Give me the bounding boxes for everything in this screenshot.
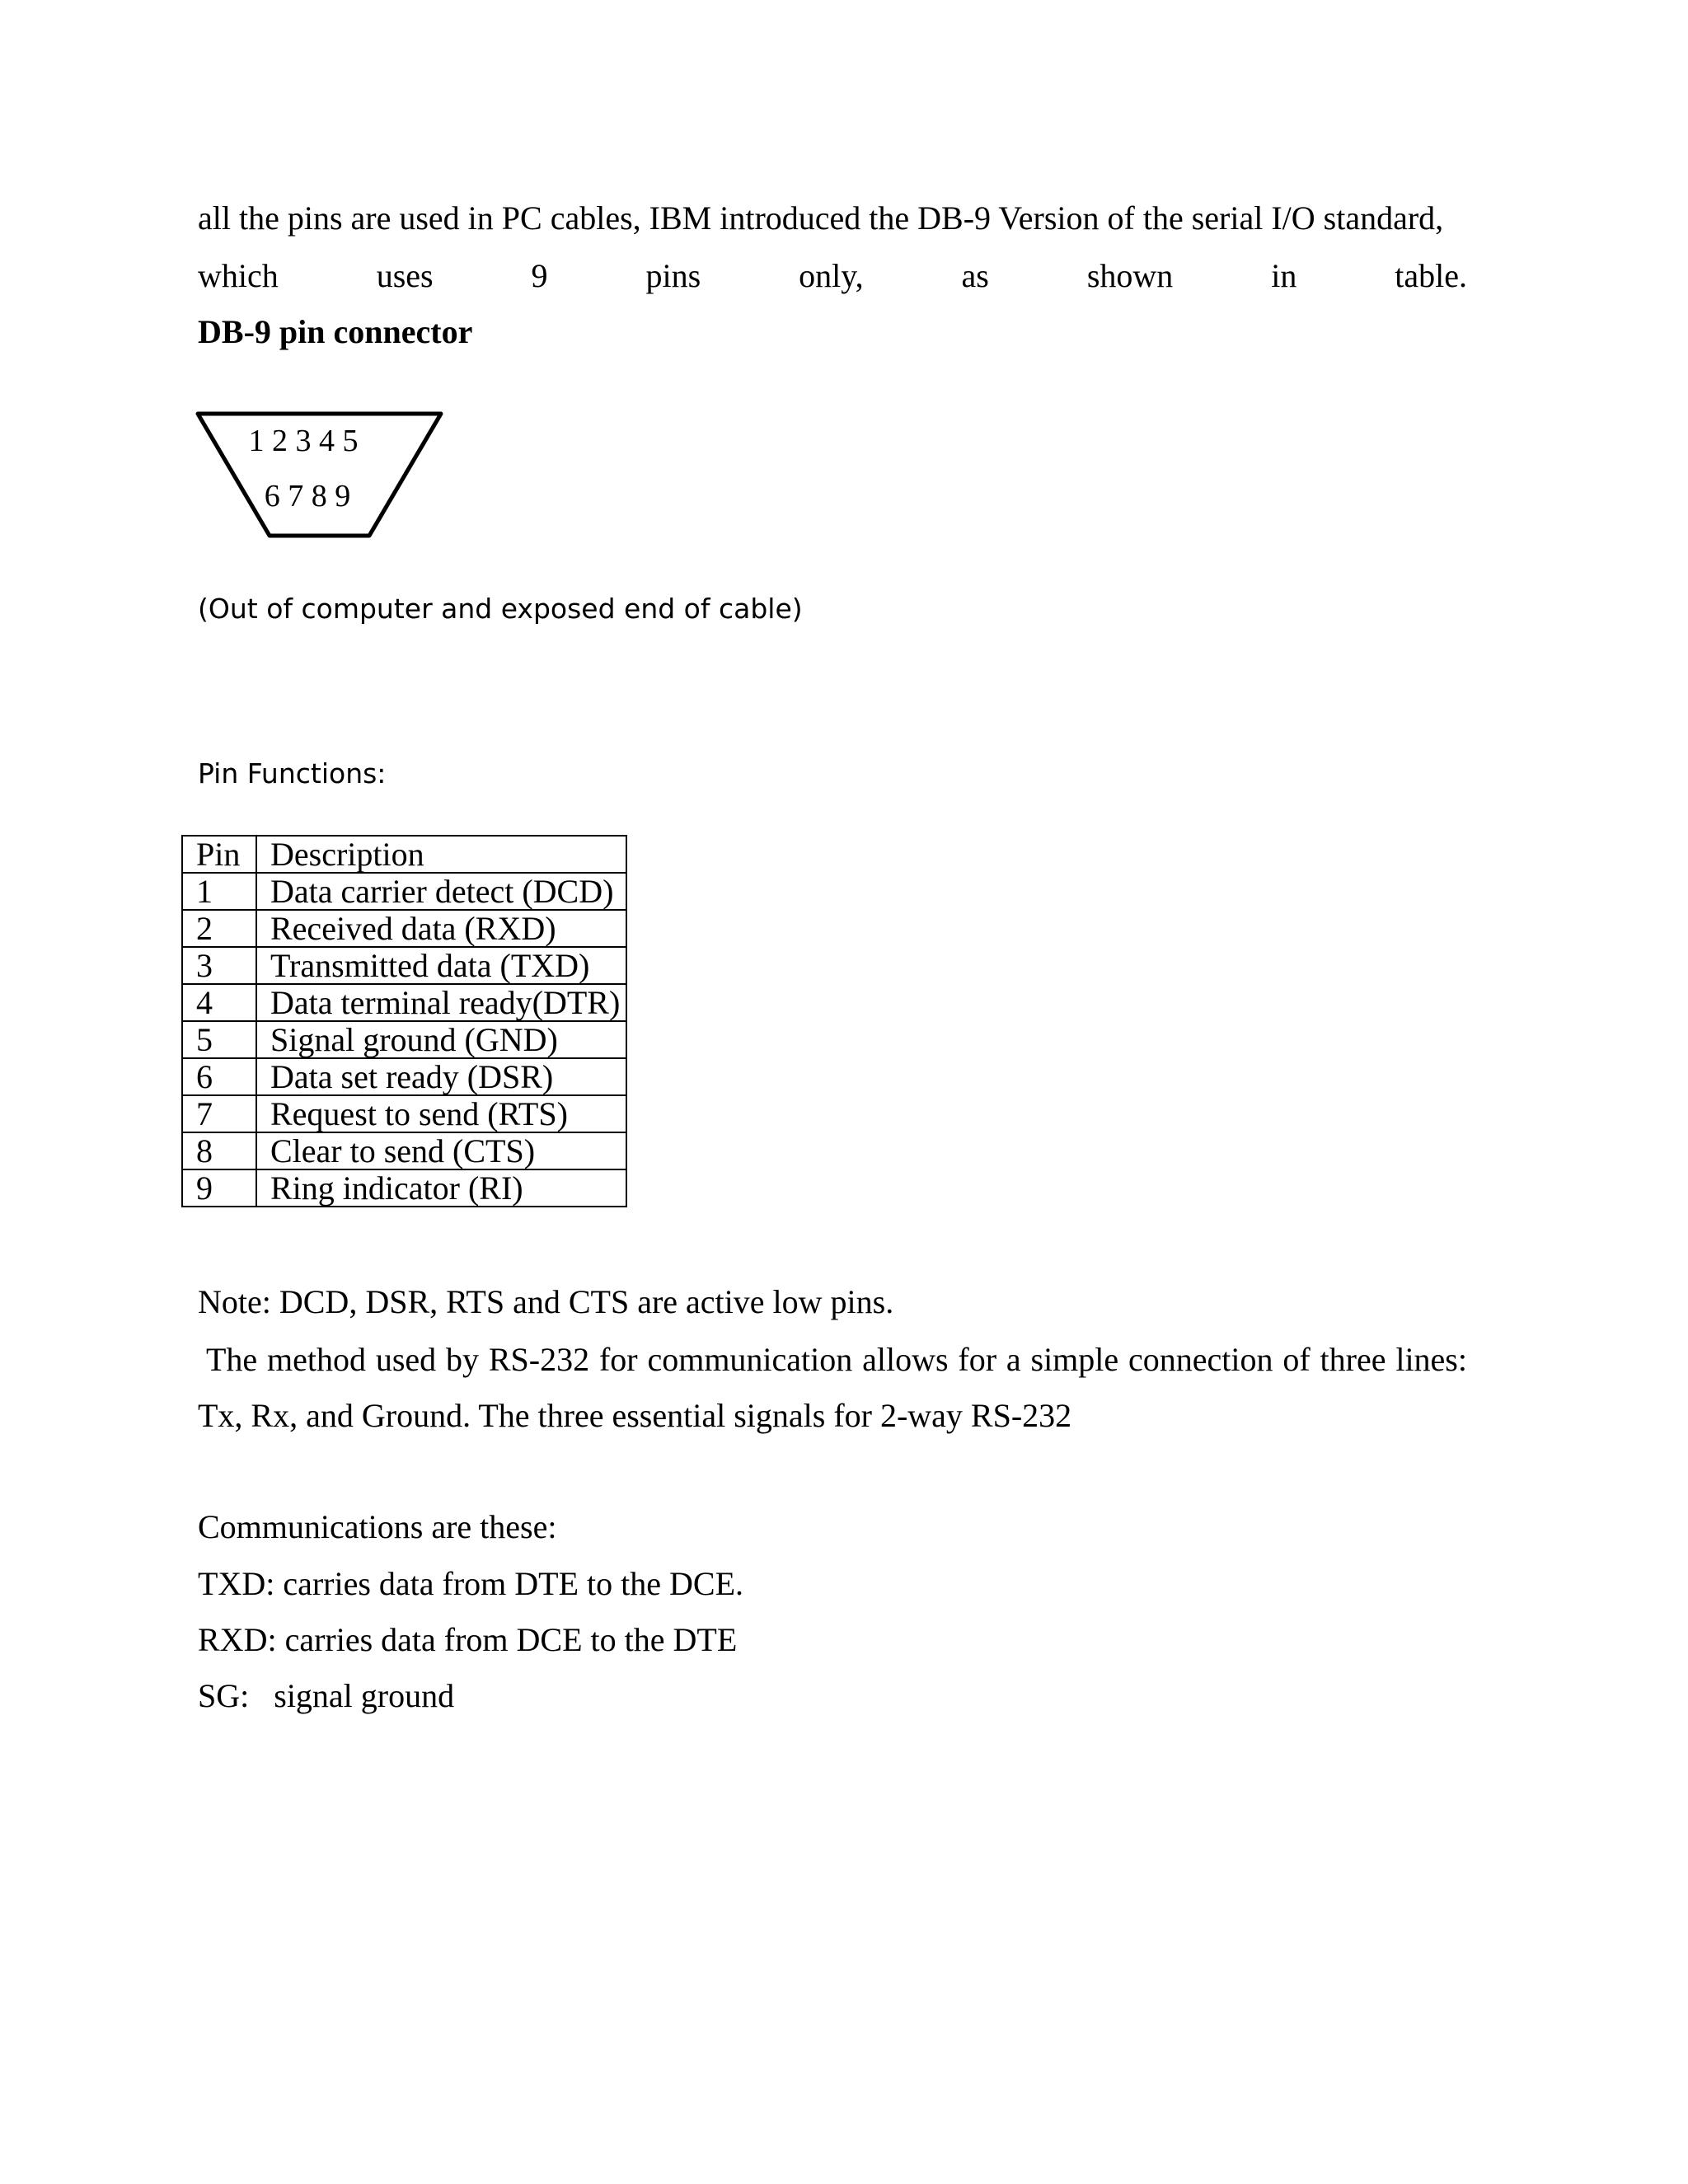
paragraph-justified-line [206,1343,1467,1376]
paragraph-line: Tx, Rx, and Ground. The three essential signals for 2-way RS-232 [198,1397,1072,1434]
word: connection [1128,1341,1273,1378]
signal-item-rxd: RXD: carries data from DCE to the DTE [198,1621,738,1658]
word: method [267,1341,367,1378]
pin-cell: 5 [182,1021,256,1058]
word: pins [645,257,701,294]
section-heading: DB-9 pin connector [198,313,473,350]
word: allows [862,1341,949,1378]
pin-cell: 4 [182,984,256,1021]
word: simple [1030,1341,1119,1378]
pin-cell: 1 [182,873,256,910]
word: of [1282,1341,1311,1378]
connector-row-top: 1 2 3 4 5 [248,424,359,458]
pin-functions-table [181,835,627,1207]
column-header-description: Description [256,836,626,873]
pin-cell: 6 [182,1058,256,1095]
table-row [182,1021,626,1058]
word: in [1271,257,1297,294]
word: communication [647,1341,853,1378]
table-row [182,1058,626,1095]
table-row [182,910,626,947]
diagram-caption: (Out of computer and exposed end of cable) [198,593,803,625]
signal-item-sg: SG: signal ground [198,1677,455,1714]
description-cell: Data carrier detect (DCD) [256,873,626,910]
word: The [206,1341,258,1378]
word: table. [1395,257,1467,294]
pin-cell: 2 [182,910,256,947]
word: lines: [1395,1341,1467,1378]
description-cell: Ring indicator (RI) [256,1169,626,1207]
table-row [182,1132,626,1169]
description-cell: Request to send (RTS) [256,1095,626,1132]
word: as [961,257,989,294]
table-row [182,1095,626,1132]
word: a [1006,1341,1021,1378]
word: uses [376,257,434,294]
word: which [198,257,279,294]
word: three [1320,1341,1386,1378]
word: 9 [531,257,548,294]
table-row [182,947,626,984]
db9-connector-diagram [190,405,453,546]
description-cell: Signal ground (GND) [256,1021,626,1058]
note-text: Note: DCD, DSR, RTS and CTS are active low pins. [198,1283,894,1320]
paragraph-justified-line [198,257,1467,294]
word: for [958,1341,997,1378]
description-cell: Data terminal ready(DTR) [256,984,626,1021]
description-cell: Received data (RXD) [256,910,626,947]
pin-cell: 9 [182,1169,256,1207]
pin-cell: 8 [182,1132,256,1169]
pin-cell: 7 [182,1095,256,1132]
word: shown [1086,257,1174,294]
pin-cell: 3 [182,947,256,984]
description-cell: Data set ready (DSR) [256,1058,626,1095]
word: RS-232 [488,1341,590,1378]
word: by [446,1341,480,1378]
connector-row-bottom: 6 7 8 9 [264,479,351,513]
word: only, [799,257,864,294]
signal-item-txd: TXD: carries data from DTE to the DCE. [198,1565,744,1602]
table-row [182,1169,626,1207]
paragraph-line: all the pins are used in PC cables, IBM introduced the DB-9 Version of the serial I/O standard, [198,199,1444,237]
communications-heading: Communications are these: [198,1508,557,1545]
table-row [182,984,626,1021]
description-cell: Transmitted data (TXD) [256,947,626,984]
word: used [375,1341,437,1378]
word: for [598,1341,638,1378]
table-row [182,873,626,910]
table-header-row [182,836,626,873]
pin-functions-label: Pin Functions: [198,757,387,790]
description-cell: Clear to send (CTS) [256,1132,626,1169]
column-header-pin: Pin [182,836,256,873]
